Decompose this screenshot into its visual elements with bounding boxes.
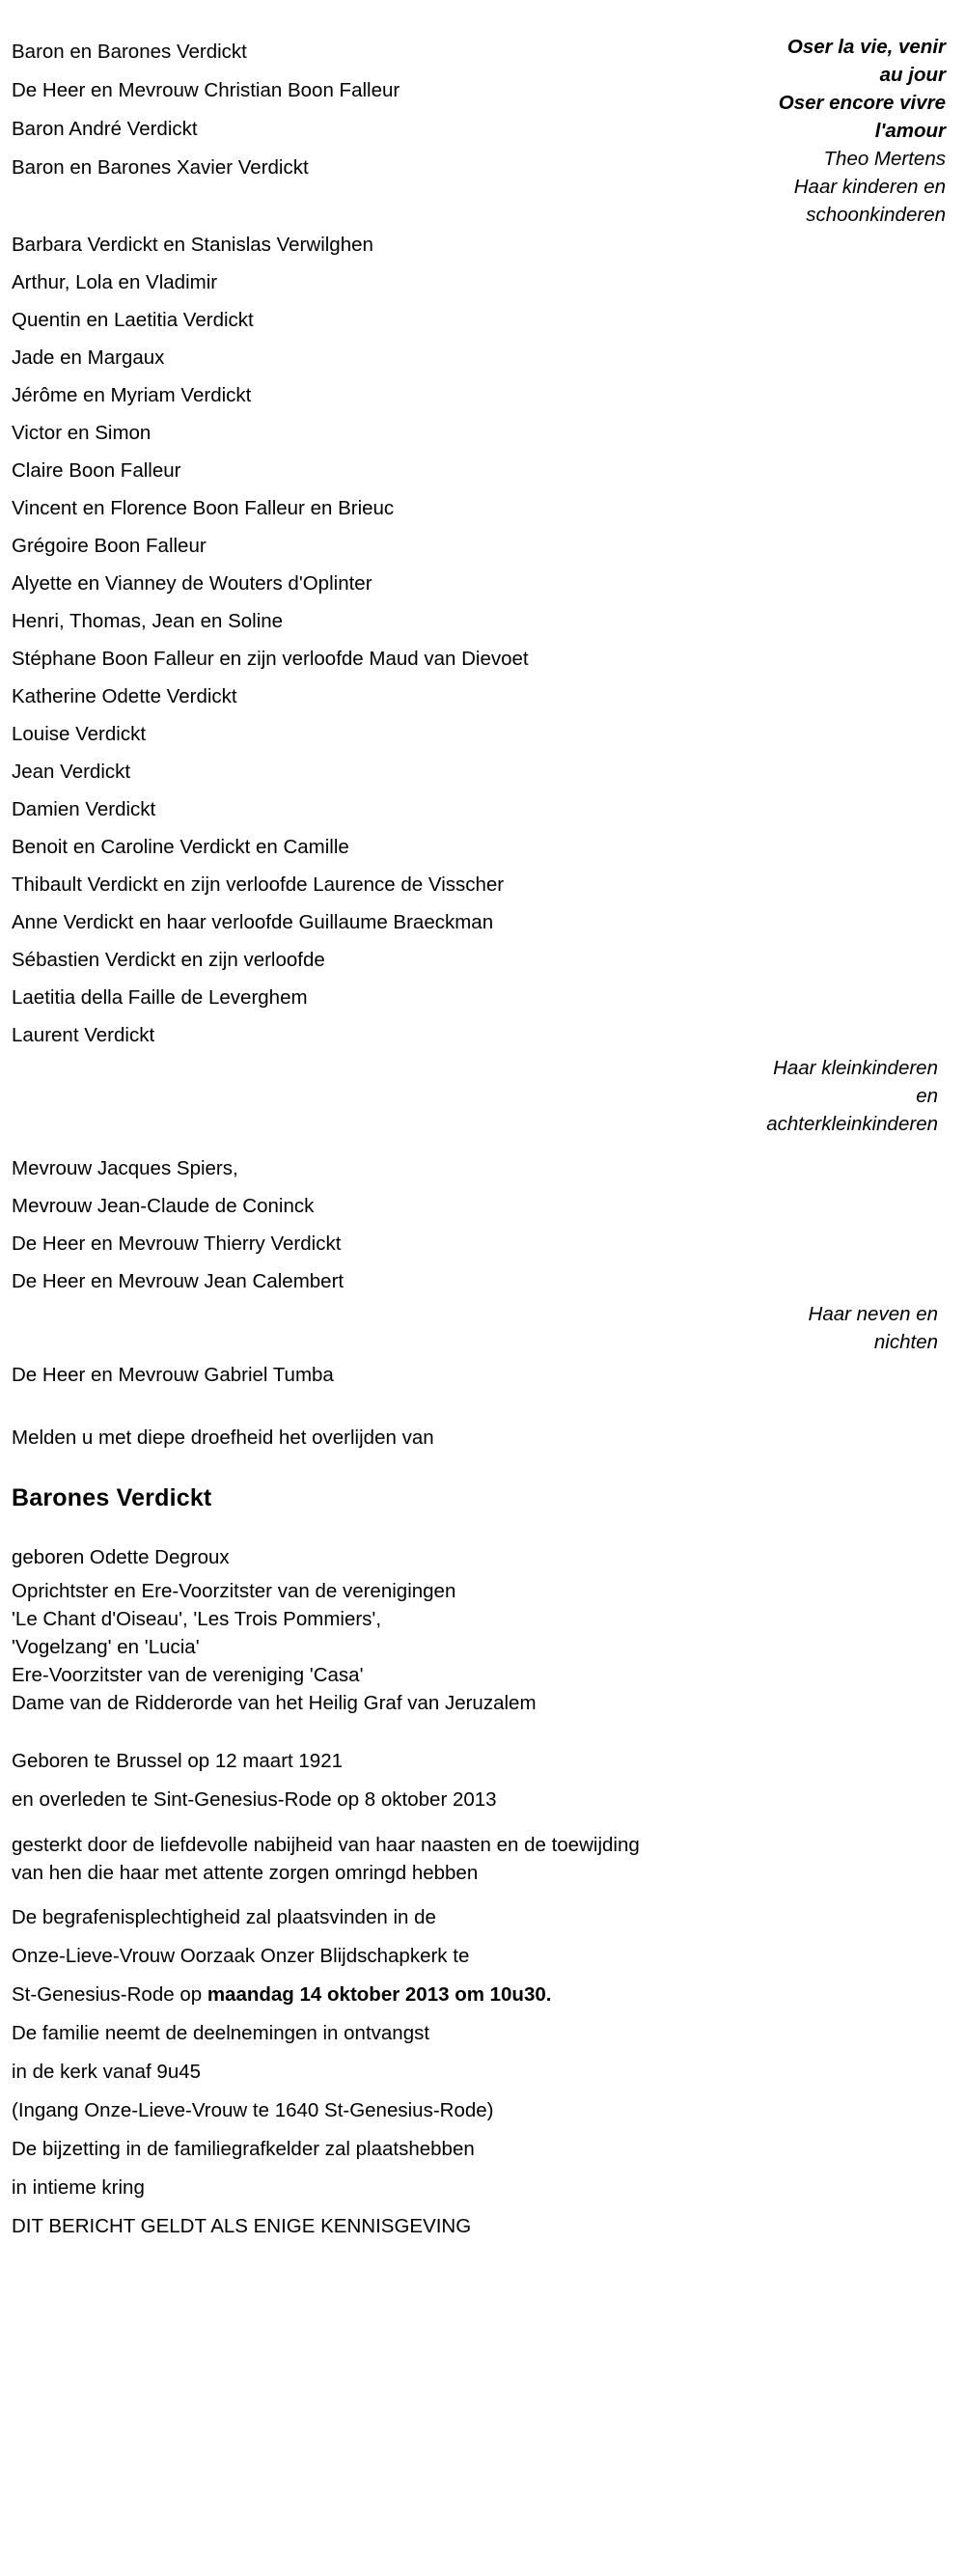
service-line-3: [12, 1976, 946, 2014]
label-line: nichten: [873, 1331, 938, 1353]
list-item: Claire Boon Falleur: [12, 459, 181, 482]
birth-death-block: [12, 1742, 946, 1819]
children-list: [12, 33, 629, 187]
quote-line: l'amour: [874, 120, 946, 142]
list-item: Jérôme en Myriam Verdickt: [12, 384, 252, 406]
birth-name: geboren Odette Degroux: [12, 1546, 230, 1568]
poem-quote: [656, 33, 946, 229]
title-line: Dame van de Ridderorde van het Heilig Graf van Jeruzalem: [12, 1692, 537, 1714]
list-item: Mevrouw Jean-Claude de Coninck: [12, 1195, 315, 1217]
title-line: Ere-Voorzitster van de vereniging 'Casa': [12, 1664, 364, 1686]
list-item: Alyette en Vianney de Wouters d'Oplinter: [12, 572, 372, 595]
service-line-1: De begrafenisplechtigheid zal plaatsvinden in de: [12, 1906, 436, 1928]
comfort-line: van hen die haar met attente zorgen omringd hebben: [12, 1862, 479, 1884]
label-line: Haar kleinkinderen: [773, 1057, 938, 1079]
service-block: [12, 1898, 946, 2246]
service-datetime: maandag 14 oktober 2013 om 10u30.: [207, 1983, 552, 2006]
service-line-4: De familie neemt de deelnemingen in ontvangst: [12, 2022, 430, 2044]
list-item: Sébastien Verdickt en zijn verloofde: [12, 949, 325, 971]
list-item: Baron en Barones Verdickt: [12, 41, 247, 63]
quote-attribution: Haar kinderen en: [793, 176, 946, 198]
titles-block: [12, 1577, 946, 1717]
nephews-label: [12, 1300, 946, 1356]
list-item: Jean Verdickt: [12, 761, 131, 783]
service-line-9: DIT BERICHT GELDT ALS ENIGE KENNISGEVING: [12, 2215, 472, 2237]
list-item: Victor en Simon: [12, 422, 152, 444]
list-item: Thibault Verdickt en zijn verloofde Laurence de Visscher: [12, 873, 505, 896]
list-item: Grégoire Boon Falleur: [12, 535, 207, 557]
nephews-list: [12, 1150, 946, 1300]
list-item: Katherine Odette Verdickt: [12, 685, 237, 707]
quote-line: Oser encore vivre: [778, 92, 946, 114]
quote-line: au jour: [879, 64, 946, 86]
list-item: Jade en Margaux: [12, 346, 165, 369]
list-item: Louise Verdickt: [12, 723, 147, 745]
label-line: achterkleinkinderen: [766, 1113, 938, 1135]
spacer: [12, 1717, 946, 1742]
list-item: Damien Verdickt: [12, 798, 156, 820]
list-item: Quentin en Laetitia Verdickt: [12, 309, 254, 331]
spacer: [12, 1138, 946, 1150]
comfort-block: [12, 1831, 946, 1887]
list-item: Barbara Verdickt en Stanislas Verwilghen: [12, 234, 373, 256]
list-item: De Heer en Mevrouw Jean Calembert: [12, 1270, 345, 1292]
label-line: Haar neven en: [808, 1303, 938, 1325]
list-item: Anne Verdickt en haar verloofde Guillaume Braeckman: [12, 911, 494, 933]
grandchildren-label: [12, 1054, 946, 1138]
spacer: [12, 1519, 946, 1538]
announcement-text: Melden u met diepe droefheid het overlijden van: [12, 1426, 434, 1449]
quote-line: Oser la vie, venir: [786, 36, 946, 58]
list-item: Baron André Verdickt: [12, 118, 198, 140]
quote-attribution: Theo Mertens: [823, 148, 946, 170]
service-line-6: (Ingang Onze-Lieve-Vrouw te 1640 St-Genesius-Rode): [12, 2099, 494, 2121]
spacer: [12, 1457, 946, 1477]
list-item: Arthur, Lola en Vladimir: [12, 271, 218, 293]
service-line-5: in de kerk vanaf 9u45: [12, 2061, 202, 2083]
list-item: Vincent en Florence Boon Falleur en Brieuc: [12, 497, 395, 519]
death-line: en overleden te Sint-Genesius-Rode op 8 oktober 2013: [12, 1788, 497, 1811]
spacer: [12, 1394, 946, 1419]
comfort-line: gesterkt door de liefdevolle nabijheid van haar naasten en de toewijding: [12, 1834, 640, 1856]
list-item: De Heer en Mevrouw Thierry Verdickt: [12, 1233, 342, 1255]
label-line: en: [916, 1085, 938, 1107]
list-item: Henri, Thomas, Jean en Soline: [12, 610, 284, 632]
title-line: 'Vogelzang' en 'Lucia': [12, 1636, 200, 1658]
service-location-prefix: St-Genesius-Rode op: [12, 1983, 207, 2006]
list-item: Benoit en Caroline Verdickt en Camille: [12, 836, 349, 858]
service-line-8: in intieme kring: [12, 2176, 145, 2199]
quote-attribution: schoonkinderen: [806, 204, 946, 226]
list-item: Baron en Barones Xavier Verdickt: [12, 156, 309, 179]
spacer: [12, 1887, 946, 1898]
nephews-extra: De Heer en Mevrouw Gabriel Tumba: [12, 1364, 334, 1386]
service-line-2: Onze-Lieve-Vrouw Oorzaak Onzer Blijdschapkerk te: [12, 1945, 470, 1967]
title-line: Oprichtster en Ere-Voorzitster van de verenigingen: [12, 1580, 456, 1602]
top-block: [12, 33, 946, 226]
spacer: [12, 1819, 946, 1831]
title-line: 'Le Chant d'Oiseau', 'Les Trois Pommiers',: [12, 1608, 382, 1630]
birth-line: Geboren te Brussel op 12 maart 1921: [12, 1750, 344, 1772]
deceased-name: Barones Verdickt: [12, 1484, 212, 1511]
list-item: Stéphane Boon Falleur en zijn verloofde Maud van Dievoet: [12, 648, 529, 670]
list-item: De Heer en Mevrouw Christian Boon Falleur: [12, 79, 400, 101]
grandchildren-list: [12, 226, 946, 1054]
list-item: Mevrouw Jacques Spiers,: [12, 1157, 238, 1179]
list-item: Laetitia della Faille de Leverghem: [12, 986, 308, 1009]
service-line-7: De bijzetting in de familiegrafkelder zal plaatshebben: [12, 2138, 475, 2160]
list-item: Laurent Verdickt: [12, 1024, 155, 1046]
